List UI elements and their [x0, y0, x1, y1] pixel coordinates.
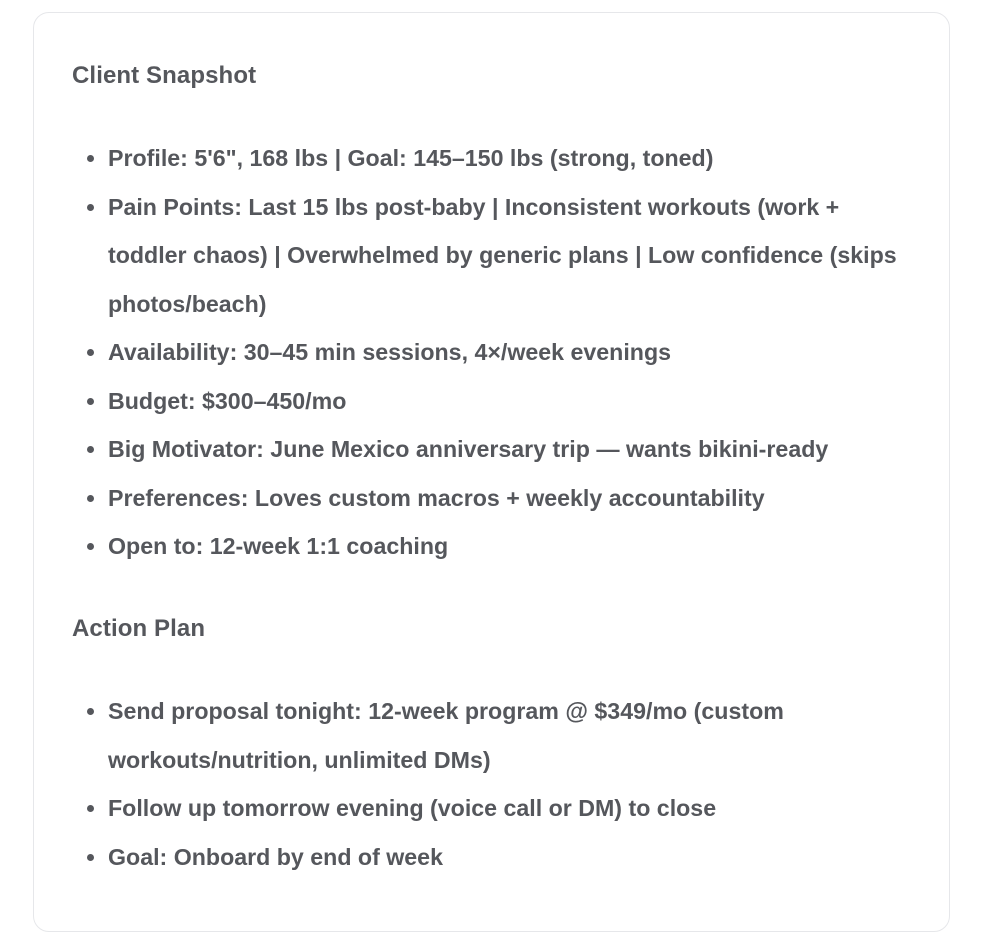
- list-item-text: Availability: 30–45 min sessions, 4×/week evenings: [108, 339, 672, 365]
- list-item: [72, 183, 902, 329]
- list-item-text: Send proposal tonight: 12-week program @ $349/mo (custom workouts/nutrition, unlimited DMs): [108, 698, 784, 773]
- list-item-text: Big Motivator: June Mexico anniversary trip — wants bikini-ready: [108, 436, 829, 462]
- list-item-text: Goal: Onboard by end of week: [108, 843, 443, 870]
- bullet-icon: [87, 349, 94, 356]
- list-item: [72, 687, 902, 784]
- client-snapshot-heading: Client Snapshot: [72, 62, 257, 89]
- bullet-icon: [87, 805, 94, 812]
- list-item-text: Open to: 12-week 1:1 coaching: [108, 533, 449, 559]
- list-item-text: Preferences: Loves custom macros + weekly accountability: [108, 484, 765, 511]
- list-item-text: Budget: $300–450/mo: [108, 387, 347, 414]
- action-plan-list: [72, 687, 902, 881]
- list-item: [72, 474, 902, 523]
- list-item: [72, 377, 902, 426]
- list-item: [72, 134, 902, 183]
- bullet-icon: [87, 495, 94, 502]
- bullet-icon: [87, 446, 94, 453]
- bullet-icon: [87, 204, 94, 211]
- list-item: [72, 522, 902, 571]
- list-item-text: Follow up tomorrow evening (voice call or DM) to close: [108, 795, 717, 821]
- list-item-text: Profile: 5'6", 168 lbs | Goal: 145–150 lbs (strong, toned): [108, 145, 714, 171]
- action-plan-heading: Action Plan: [72, 615, 206, 642]
- bullet-icon: [87, 854, 94, 861]
- list-item: [72, 784, 902, 833]
- list-item: [72, 833, 902, 882]
- note-card: [33, 12, 950, 932]
- list-item: [72, 425, 902, 474]
- bullet-icon: [87, 543, 94, 550]
- list-item: [72, 328, 902, 377]
- bullet-icon: [87, 155, 94, 162]
- client-snapshot-list: [72, 134, 902, 571]
- bullet-icon: [87, 398, 94, 405]
- bullet-icon: [87, 708, 94, 715]
- list-item-text: Pain Points: Last 15 lbs post-baby | Inconsistent workouts (work + toddler chaos) | Overwhelmed by generic plans | Low confidence (skips photos/beach): [108, 193, 897, 317]
